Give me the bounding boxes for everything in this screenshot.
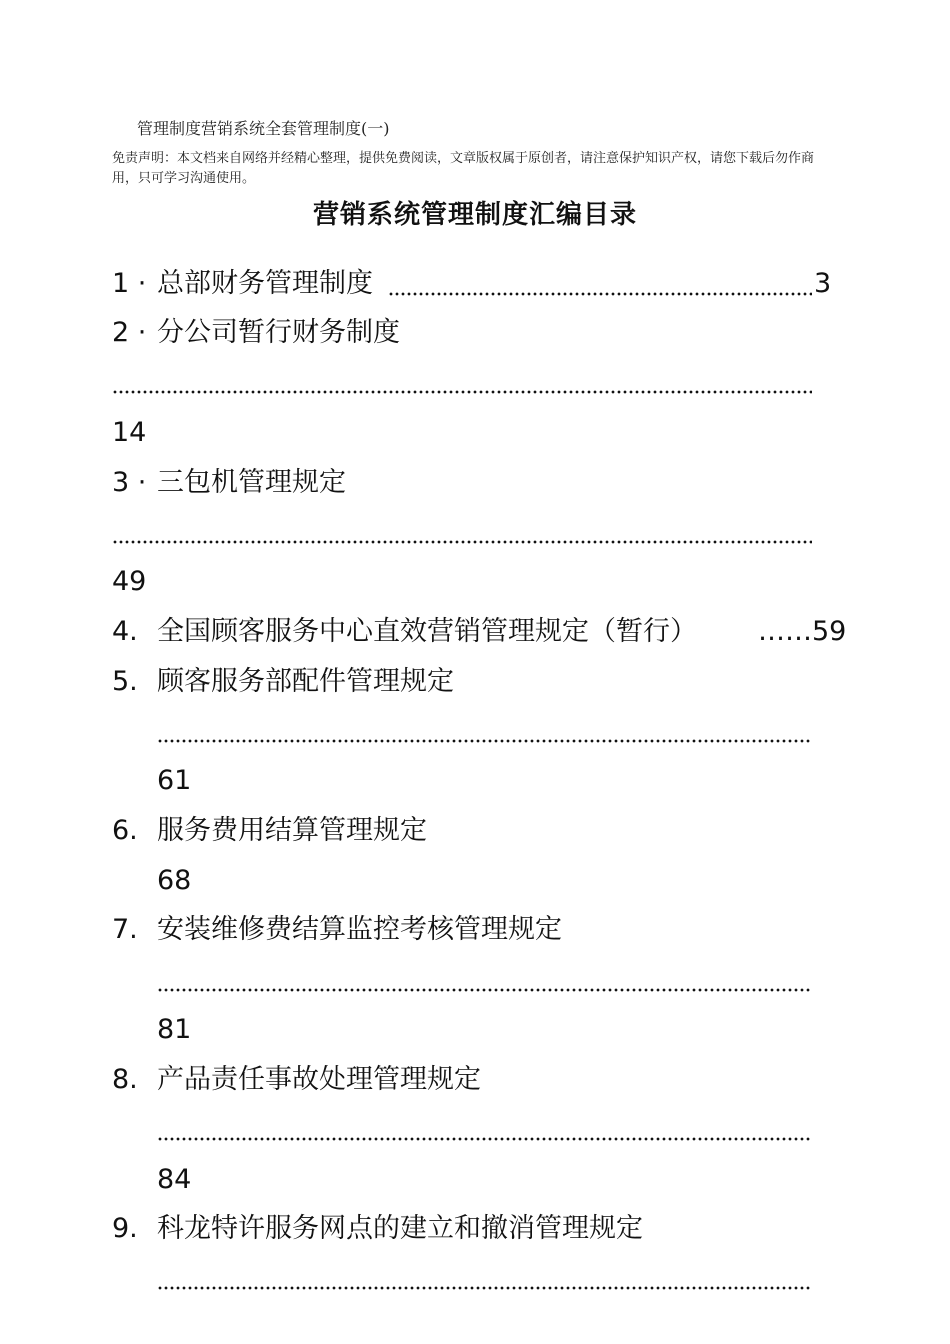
toc-entry-5-page: 61 <box>157 765 192 796</box>
toc-entry-5-leader <box>157 739 812 743</box>
toc-heading: 营销系统管理制度汇编目录 <box>312 200 637 230</box>
toc-entry-1-number: 1 · <box>112 268 147 299</box>
toc-entry-1-page: 3 <box>814 268 832 299</box>
toc-entry-2-page: 14 <box>112 417 147 448</box>
toc-entry-6-title: 服务费用结算管理规定 <box>157 815 427 846</box>
toc-entry-2-leader <box>112 390 812 394</box>
toc-entry-1-leader <box>388 292 812 296</box>
toc-entry-3-leader <box>112 540 812 544</box>
toc-entry-4-title: 全国顾客服务中心直效营销管理规定（暂行） <box>157 616 697 647</box>
document-title: 管理制度营销系统全套管理制度(一) <box>137 119 390 138</box>
toc-entry-6-number: 6. <box>112 815 138 846</box>
toc-entry-5-number: 5. <box>112 666 138 697</box>
toc-entry-4-number: 4. <box>112 616 138 647</box>
toc-entry-8-number: 8. <box>112 1064 138 1095</box>
toc-entry-7-page: 81 <box>157 1014 192 1045</box>
toc-entry-7-number: 7. <box>112 914 138 945</box>
toc-entry-9-number: 9. <box>112 1213 138 1244</box>
toc-entry-9-title: 科龙特许服务网点的建立和撤消管理规定 <box>157 1213 643 1244</box>
toc-entry-8-leader <box>157 1137 812 1141</box>
toc-entry-3-title: 三包机管理规定 <box>157 467 346 498</box>
toc-entry-7-title: 安装维修费结算监控考核管理规定 <box>157 914 562 945</box>
toc-entry-8-page: 84 <box>157 1164 192 1195</box>
toc-entry-3-number: 3 · <box>112 467 147 498</box>
toc-entry-3-page: 49 <box>112 566 147 597</box>
toc-entry-9-leader <box>157 1286 812 1290</box>
toc-entry-5-title: 顾客服务部配件管理规定 <box>157 666 454 697</box>
disclaimer-text: 免责声明：本文档来自网络并经精心整理，提供免费阅读，文章版权属于原创者，请注意保护知识产权，请您下载后勿作商用，只可学习沟通使用。 <box>112 151 815 186</box>
toc-entry-7-leader <box>157 988 812 992</box>
toc-entry-1-title: 总部财务管理制度 <box>157 268 373 299</box>
toc-entry-2-title: 分公司暂行财务制度 <box>157 317 400 348</box>
toc-entry-4-page: ……59 <box>758 616 847 647</box>
toc-entry-6-page: 68 <box>157 865 192 896</box>
toc-entry-2-number: 2 · <box>112 317 147 348</box>
toc-entry-8-title: 产品责任事故处理管理规定 <box>157 1064 481 1095</box>
